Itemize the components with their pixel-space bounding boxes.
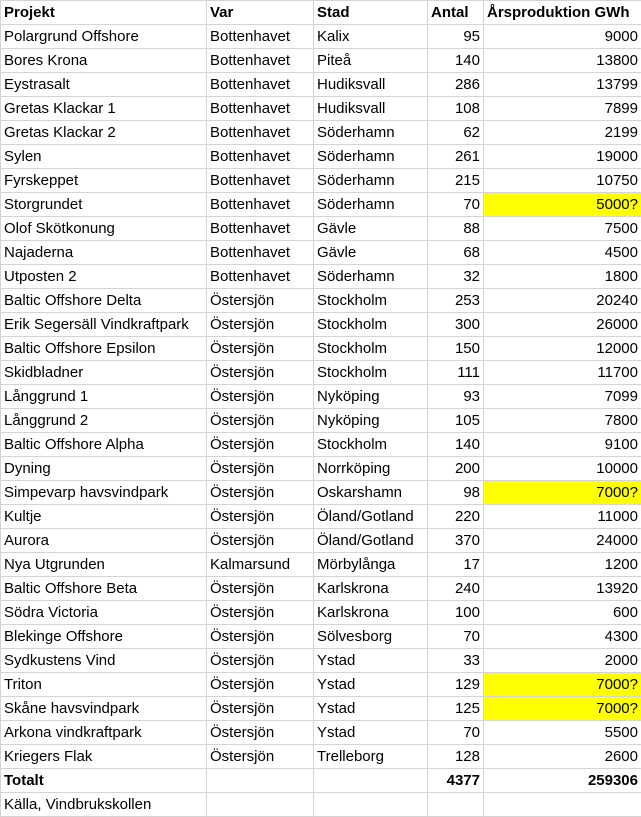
cell-stad[interactable]: Söderhamn [314,145,428,169]
cell-stad[interactable]: Hudiksvall [314,97,428,121]
cell-var[interactable]: Kalmarsund [207,553,314,577]
cell-arsproduktion[interactable]: 2600 [484,745,641,769]
cell-antal[interactable]: 111 [428,361,484,385]
cell-var[interactable]: Bottenhavet [207,169,314,193]
cell-var[interactable]: Bottenhavet [207,193,314,217]
cell-var[interactable]: Östersjön [207,337,314,361]
cell-stad[interactable]: Mörbylånga [314,553,428,577]
cell-stad[interactable]: Stockholm [314,337,428,361]
table-row [1,529,641,553]
cell-antal[interactable]: 93 [428,385,484,409]
cell-projekt[interactable]: Skidbladner [1,361,207,385]
cell-antal[interactable]: 68 [428,241,484,265]
cell-antal[interactable]: 220 [428,505,484,529]
cell-arsproduktion[interactable]: 5500 [484,721,641,745]
cell-var[interactable]: Östersjön [207,409,314,433]
cell-antal[interactable]: 128 [428,745,484,769]
cell-arsproduktion[interactable]: 7800 [484,409,641,433]
cell-stad[interactable]: Stockholm [314,433,428,457]
cell-projekt[interactable]: Olof Skötkonung [1,217,207,241]
cell-arsproduktion[interactable]: 7099 [484,385,641,409]
cell-projekt[interactable]: Bores Krona [1,49,207,73]
cell-antal[interactable]: 140 [428,49,484,73]
cell-arsproduktion[interactable]: 7000? [484,673,641,697]
cell-var[interactable]: Östersjön [207,697,314,721]
cell-projekt[interactable]: Baltic Offshore Delta [1,289,207,313]
cell-stad[interactable]: Gävle [314,217,428,241]
total-arsproduktion[interactable]: 259306 [484,769,641,793]
source-row [1,793,641,817]
cell-antal[interactable]: 240 [428,577,484,601]
cell-stad[interactable]: Norrköping [314,457,428,481]
table-row [1,337,641,361]
cell-var[interactable]: Bottenhavet [207,49,314,73]
table-row [1,217,641,241]
cell-var[interactable]: Bottenhavet [207,265,314,289]
header-row [1,1,641,25]
table-row [1,433,641,457]
cell-arsproduktion[interactable]: 7000? [484,481,641,505]
cell-var[interactable]: Östersjön [207,505,314,529]
source-empty-var[interactable] [207,793,314,817]
cell-stad[interactable]: Ystad [314,697,428,721]
cell-stad[interactable]: Söderhamn [314,265,428,289]
cell-arsproduktion[interactable]: 20240 [484,289,641,313]
cell-var[interactable]: Bottenhavet [207,73,314,97]
table-body [1,1,641,817]
cell-arsproduktion[interactable]: 11000 [484,505,641,529]
cell-antal[interactable]: 17 [428,553,484,577]
table-row [1,721,641,745]
cell-stad[interactable]: Piteå [314,49,428,73]
header-stad[interactable]: Stad [314,1,428,25]
source-empty-gwh[interactable] [484,793,641,817]
cell-var[interactable]: Östersjön [207,601,314,625]
cell-var[interactable]: Östersjön [207,457,314,481]
total-label[interactable]: Totalt [1,769,207,793]
cell-projekt[interactable]: Långgrund 1 [1,385,207,409]
cell-stad[interactable]: Sölvesborg [314,625,428,649]
cell-var[interactable]: Bottenhavet [207,145,314,169]
cell-antal[interactable]: 100 [428,601,484,625]
table-row [1,745,641,769]
cell-arsproduktion[interactable]: 19000 [484,145,641,169]
cell-stad[interactable]: Kalix [314,25,428,49]
cell-arsproduktion[interactable]: 7000? [484,697,641,721]
cell-arsproduktion[interactable]: 7899 [484,97,641,121]
cell-projekt[interactable]: Sydkustens Vind [1,649,207,673]
total-empty-var[interactable] [207,769,314,793]
cell-var[interactable]: Östersjön [207,289,314,313]
source-empty-stad[interactable] [314,793,428,817]
cell-arsproduktion[interactable]: 4500 [484,241,641,265]
cell-antal[interactable]: 261 [428,145,484,169]
cell-var[interactable]: Östersjön [207,577,314,601]
cell-arsproduktion[interactable]: 13799 [484,73,641,97]
cell-stad[interactable]: Gävle [314,241,428,265]
table-row [1,409,641,433]
table-row [1,97,641,121]
cell-arsproduktion[interactable]: 4300 [484,625,641,649]
cell-stad[interactable]: Söderhamn [314,121,428,145]
cell-var[interactable]: Bottenhavet [207,121,314,145]
table-row [1,361,641,385]
cell-var[interactable]: Bottenhavet [207,97,314,121]
cell-projekt[interactable]: Skåne havsvindpark [1,697,207,721]
cell-var[interactable]: Östersjön [207,385,314,409]
cell-projekt[interactable]: Långgrund 2 [1,409,207,433]
source-note[interactable]: Källa, Vindbrukskollen [1,793,207,817]
cell-arsproduktion[interactable]: 600 [484,601,641,625]
table-row [1,193,641,217]
cell-var[interactable]: Östersjön [207,433,314,457]
cell-antal[interactable]: 98 [428,481,484,505]
cell-arsproduktion[interactable]: 9000 [484,25,641,49]
cell-projekt[interactable]: Erik Segersäll Vindkraftpark [1,313,207,337]
cell-projekt[interactable]: Najaderna [1,241,207,265]
cell-antal[interactable]: 125 [428,697,484,721]
table-row [1,385,641,409]
cell-arsproduktion[interactable]: 1200 [484,553,641,577]
header-projekt[interactable]: Projekt [1,1,207,25]
table-row [1,697,641,721]
cell-antal[interactable]: 150 [428,337,484,361]
cell-projekt[interactable]: Simpevarp havsvindpark [1,481,207,505]
cell-projekt[interactable]: Eystrasalt [1,73,207,97]
cell-stad[interactable]: Trelleborg [314,745,428,769]
cell-antal[interactable]: 62 [428,121,484,145]
cell-projekt[interactable]: Aurora [1,529,207,553]
table-row [1,625,641,649]
table-row [1,289,641,313]
cell-projekt[interactable]: Arkona vindkraftpark [1,721,207,745]
cell-var[interactable]: Bottenhavet [207,25,314,49]
cell-antal[interactable]: 88 [428,217,484,241]
cell-var[interactable]: Bottenhavet [207,241,314,265]
table-row [1,649,641,673]
cell-stad[interactable]: Ystad [314,721,428,745]
cell-projekt[interactable]: Polargrund Offshore [1,25,207,49]
total-row [1,769,641,793]
cell-arsproduktion[interactable]: 2199 [484,121,641,145]
cell-arsproduktion[interactable]: 5000? [484,193,641,217]
table-row [1,145,641,169]
cell-projekt[interactable]: Södra Victoria [1,601,207,625]
cell-antal[interactable]: 70 [428,721,484,745]
cell-antal[interactable]: 32 [428,265,484,289]
table-row [1,241,641,265]
cell-var[interactable]: Östersjön [207,649,314,673]
cell-antal[interactable]: 129 [428,673,484,697]
cell-arsproduktion[interactable]: 2000 [484,649,641,673]
table-row [1,265,641,289]
table-row [1,313,641,337]
cell-antal[interactable]: 95 [428,25,484,49]
cell-arsproduktion[interactable]: 13920 [484,577,641,601]
header-antal[interactable]: Antal [428,1,484,25]
table-row [1,49,641,73]
cell-stad[interactable]: Öland/Gotland [314,505,428,529]
cell-stad[interactable]: Hudiksvall [314,73,428,97]
cell-stad[interactable]: Stockholm [314,361,428,385]
cell-antal[interactable]: 253 [428,289,484,313]
cell-arsproduktion[interactable]: 26000 [484,313,641,337]
cell-stad[interactable]: Karlskrona [314,577,428,601]
cell-projekt[interactable]: Gretas Klackar 1 [1,97,207,121]
cell-var[interactable]: Östersjön [207,673,314,697]
cell-arsproduktion[interactable]: 10750 [484,169,641,193]
cell-var[interactable]: Östersjön [207,529,314,553]
cell-antal[interactable]: 105 [428,409,484,433]
cell-var[interactable]: Östersjön [207,313,314,337]
cell-antal[interactable]: 33 [428,649,484,673]
cell-antal[interactable]: 286 [428,73,484,97]
cell-antal[interactable]: 140 [428,433,484,457]
table-row [1,673,641,697]
cell-projekt[interactable]: Triton [1,673,207,697]
cell-stad[interactable]: Ystad [314,673,428,697]
cell-stad[interactable]: Nyköping [314,385,428,409]
cell-var[interactable]: Östersjön [207,745,314,769]
total-empty-stad[interactable] [314,769,428,793]
cell-stad[interactable]: Nyköping [314,409,428,433]
cell-stad[interactable]: Oskarshamn [314,481,428,505]
cell-antal[interactable]: 215 [428,169,484,193]
cell-stad[interactable]: Stockholm [314,313,428,337]
cell-projekt[interactable]: Storgrundet [1,193,207,217]
table-row [1,577,641,601]
table-row [1,505,641,529]
cell-stad[interactable]: Karlskrona [314,601,428,625]
cell-projekt[interactable]: Kriegers Flak [1,745,207,769]
table-row [1,121,641,145]
cell-arsproduktion[interactable]: 7500 [484,217,641,241]
cell-antal[interactable]: 70 [428,193,484,217]
cell-projekt[interactable]: Dyning [1,457,207,481]
cell-stad[interactable]: Söderhamn [314,169,428,193]
table-row [1,25,641,49]
cell-arsproduktion[interactable]: 11700 [484,361,641,385]
cell-arsproduktion[interactable]: 12000 [484,337,641,361]
cell-projekt[interactable]: Utposten 2 [1,265,207,289]
header-arsproduktion[interactable]: Årsproduktion GWh [484,1,641,25]
cell-stad[interactable]: Stockholm [314,289,428,313]
cell-projekt[interactable]: Nya Utgrunden [1,553,207,577]
cell-antal[interactable]: 300 [428,313,484,337]
cell-projekt[interactable]: Baltic Offshore Beta [1,577,207,601]
cell-projekt[interactable]: Fyrskeppet [1,169,207,193]
cell-var[interactable]: Östersjön [207,481,314,505]
cell-antal[interactable]: 370 [428,529,484,553]
cell-arsproduktion[interactable]: 24000 [484,529,641,553]
table-row [1,169,641,193]
table-row [1,481,641,505]
source-empty-antal[interactable] [428,793,484,817]
table-row [1,73,641,97]
cell-antal[interactable]: 70 [428,625,484,649]
cell-projekt[interactable]: Blekinge Offshore [1,625,207,649]
cell-var[interactable]: Bottenhavet [207,217,314,241]
cell-projekt[interactable]: Baltic Offshore Alpha [1,433,207,457]
cell-var[interactable]: Östersjön [207,361,314,385]
total-antal[interactable]: 4377 [428,769,484,793]
cell-arsproduktion[interactable]: 10000 [484,457,641,481]
cell-projekt[interactable]: Baltic Offshore Epsilon [1,337,207,361]
table-row [1,457,641,481]
header-var[interactable]: Var [207,1,314,25]
cell-projekt[interactable]: Sylen [1,145,207,169]
cell-arsproduktion[interactable]: 1800 [484,265,641,289]
cell-var[interactable]: Östersjön [207,721,314,745]
cell-arsproduktion[interactable]: 9100 [484,433,641,457]
table-row [1,601,641,625]
table-row [1,553,641,577]
cell-stad[interactable]: Öland/Gotland [314,529,428,553]
cell-arsproduktion[interactable]: 13800 [484,49,641,73]
cell-stad[interactable]: Söderhamn [314,193,428,217]
cell-projekt[interactable]: Gretas Klackar 2 [1,121,207,145]
cell-var[interactable]: Östersjön [207,625,314,649]
cell-projekt[interactable]: Kultje [1,505,207,529]
cell-stad[interactable]: Ystad [314,649,428,673]
cell-antal[interactable]: 108 [428,97,484,121]
cell-antal[interactable]: 200 [428,457,484,481]
